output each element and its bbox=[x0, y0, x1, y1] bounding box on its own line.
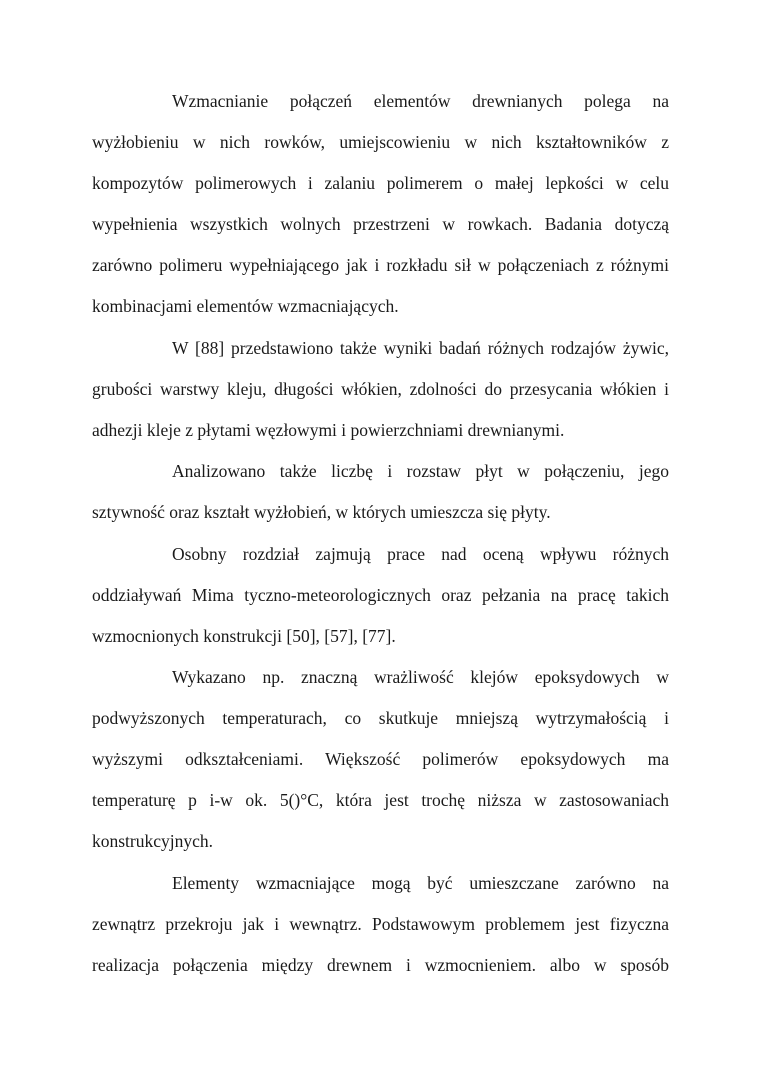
paragraph-line: W [88] przedstawiono także wyniki badań różnych rodzajów żywic, bbox=[172, 338, 669, 358]
paragraph-line: wyższymi odkształceniami. Większość polimerów epoksydowych ma bbox=[92, 749, 669, 769]
paragraph-line: realizacja połączenia między drewnem i wzmocnieniem. albo w sposób bbox=[92, 955, 669, 975]
paragraph-line: grubości warstwy kleju, długości włókien, zdolności do przesycania włókien i bbox=[92, 379, 669, 399]
paragraph-line: konstrukcyjnych. bbox=[92, 831, 214, 851]
paragraph-line: temperaturę p i-w ok. 5()°C, która jest trochę niższa w zastosowaniach bbox=[92, 790, 669, 810]
paragraph-line: zarówno polimeru wypełniającego jak i rozkładu sił w połączeniach z różnymi bbox=[92, 255, 669, 275]
paragraph-line: kombinacjami elementów wzmacniających. bbox=[92, 296, 399, 316]
paragraph-line: Osobny rozdział zajmują prace nad oceną wpływu różnych bbox=[172, 544, 669, 564]
paragraph-line: sztywność oraz kształt wyżłobień, w których umieszcza się płyty. bbox=[92, 502, 551, 522]
paragraph-line: adhezji kleje z płytami węzłowymi i powierzchniami drewnianymi. bbox=[92, 420, 565, 440]
paragraph-line: Wykazano np. znaczną wrażliwość klejów epoksydowych w bbox=[172, 667, 669, 687]
paragraph-line: wypełnienia wszystkich wolnych przestrzeni w rowkach. Badania dotyczą bbox=[92, 214, 669, 234]
paragraph-line: podwyższonych temperaturach, co skutkuje mniejszą wytrzymałością i bbox=[92, 708, 669, 728]
paragraph-line: Analizowano także liczbę i rozstaw płyt w połączeniu, jego bbox=[172, 461, 669, 481]
paragraph-line: Elementy wzmacniające mogą być umieszczane zarówno na bbox=[172, 873, 669, 893]
paragraph-line: zewnątrz przekroju jak i wewnątrz. Podstawowym problemem jest fizyczna bbox=[92, 914, 669, 934]
paragraph-line: Wzmacnianie połączeń elementów drewnianych polega na bbox=[172, 91, 669, 111]
paragraph-line: wyżłobieniu w nich rowków, umiejscowieniu w nich kształtowników z bbox=[92, 132, 669, 152]
paragraph-line: kompozytów polimerowych i zalaniu polimerem o małej lepkości w celu bbox=[92, 173, 669, 193]
paragraph-line: oddziaływań Mima tyczno-meteorologicznych oraz pełzania na pracę takich bbox=[92, 585, 669, 605]
paragraph-line: wzmocnionych konstrukcji [50], [57], [77]. bbox=[92, 626, 396, 646]
